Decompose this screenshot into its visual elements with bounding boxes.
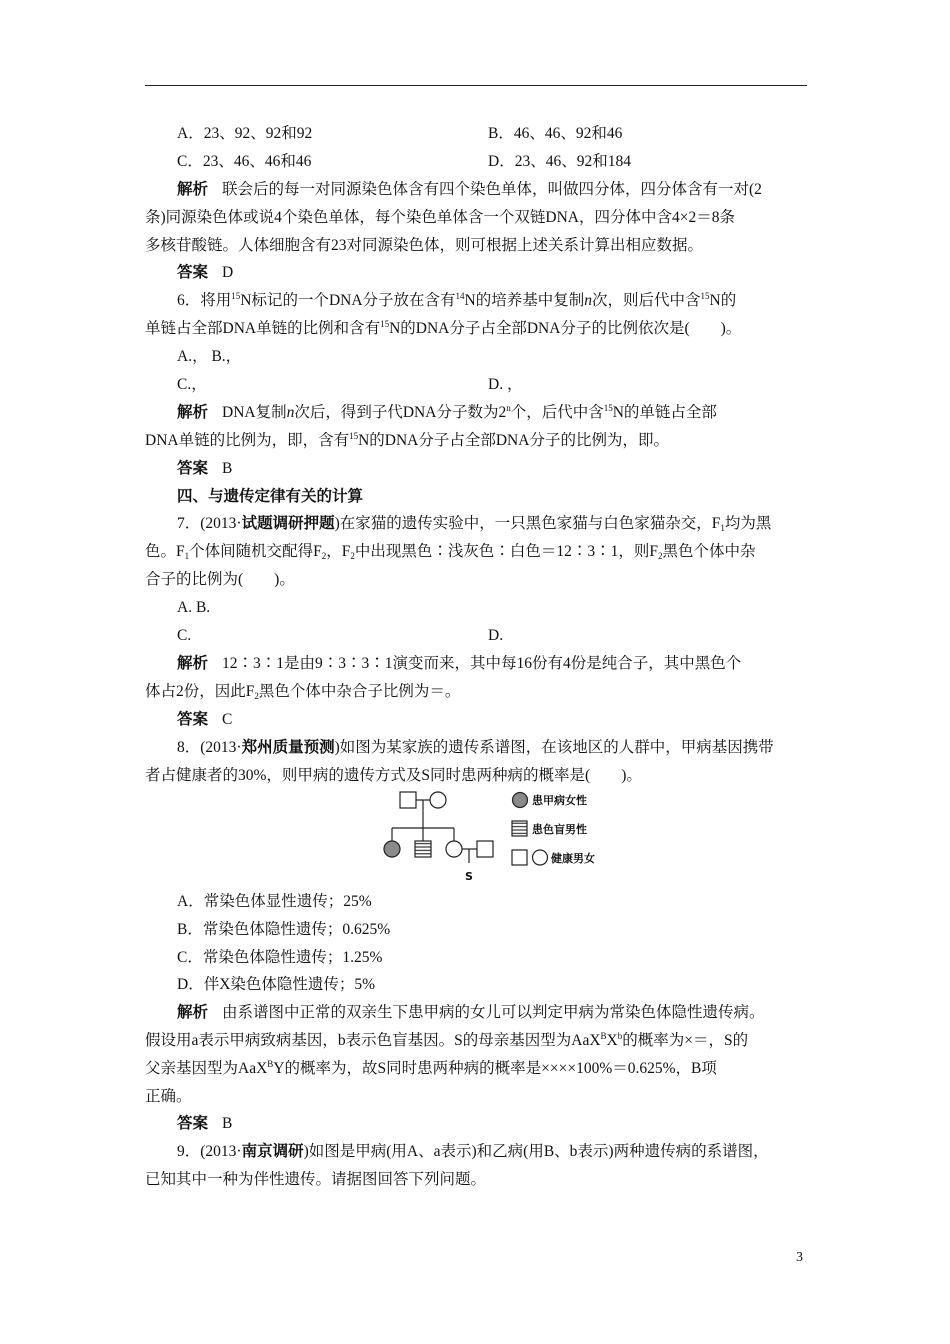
q8-analysis-line-4: 正确。 <box>145 1088 192 1105</box>
legend-healthy-male-icon <box>512 850 527 865</box>
q6-stem-line-1: 6．将用$^{15}$N标记的一个DNA分子放在含有$^{14}$N的培养基中复制n次，则后代中含$^{15}$N的 <box>177 291 737 309</box>
legend-healthy-label: 健康男女 <box>551 852 595 865</box>
header-rule <box>145 85 807 86</box>
q8-option-d: D．伴X染色体隐性遗传；5% <box>177 976 376 993</box>
generation-1 <box>392 792 454 841</box>
q6-stem-line-2: 单链占全部DNA单链的比例和含有$^{15}$N的DNA分子占全部DNA分子的比例依次是( )。 <box>145 319 742 337</box>
q9-stem-line-1: 9．(2013·南京调研)如图是甲病(用A、a表示)和乙病(用B、b表示)两种遗传病的系谱图， <box>177 1143 769 1160</box>
q8-analysis-line-1: 解析 由系谱图中正常的双亲生下患甲病的女儿可以判定甲病为常染色体隐性遗传病。 <box>177 1004 765 1021</box>
gen2-colorblind-male-square <box>415 841 431 857</box>
q5-option-b: B．46、46、92和46 <box>488 125 623 142</box>
gen2-affected-female-circle <box>384 841 400 857</box>
legend-healthy-female-icon <box>533 850 548 865</box>
q6-option-d: D. ， <box>488 376 523 393</box>
q7-analysis-line-1: 解析 12∶3∶1是由9∶3∶3∶1演变而来，其中每16份有4份是纯合子，其中黑色个 <box>177 655 742 672</box>
q6-answer: 答案 B <box>177 460 233 477</box>
q8-option-c: C．常染色体隐性遗传；1.25% <box>177 949 383 966</box>
q5-analysis-line-3: 多核苷酸链。人体细胞含有23对同源染色体，则可根据上述关系计算出相应数据。 <box>145 237 704 254</box>
q7-stem-line-1: 7．(2013·试题调研押题)在家猫的遗传实验中，一只黑色家猫与白色家猫杂交，$F_1$均为黑 <box>177 515 772 533</box>
pedigree-legend <box>512 793 595 866</box>
q6-analysis-line-1: 解析 DNA复制n次后，得到子代DNA分子数为2$^n$个，后代中含$^{15}$N的单链占全部 <box>177 403 717 421</box>
q5-option-a: A．23、92、92和92 <box>177 125 313 142</box>
q9-stem-line-2: 已知其中一种为伴性遗传。请据图回答下列问题。 <box>145 1171 487 1188</box>
analysis-label: 解析 <box>177 181 209 198</box>
q7-answer: 答案 C <box>177 711 233 728</box>
q6-option-c: C.， <box>177 376 207 393</box>
legend-colorblind-male-label: 患色盲男性 <box>532 823 587 836</box>
gen1-healthy-female-circle <box>430 792 446 808</box>
q8-option-a: A．常染色体显性遗传；25% <box>177 893 372 910</box>
legend-affected-female-icon <box>513 793 528 808</box>
q5-answer: 答案 D <box>177 264 234 281</box>
q8-stem-line-1: 8．(2013·郑州质量预测)如图为某家族的遗传系谱图，在该地区的人群中，甲病基因携带 <box>177 739 774 756</box>
q5-option-d: D．23、46、92和184 <box>488 153 631 170</box>
gen2-healthy-female-circle <box>446 841 462 857</box>
q5-analysis-line-1: 解析 联会后的每一对同源染色体含有四个染色单体，叫做四分体，四分体含有一对(2 <box>177 181 762 198</box>
q7-option-d: D. <box>488 627 504 644</box>
q6-analysis-line-2: DNA单链的比例为，即，含有$^{15}$N的DNA分子占全部DNA分子的比例为，即。 <box>145 431 669 449</box>
legend-colorblind-male-icon <box>512 821 527 836</box>
q5-option-c: C．23、46、46和46 <box>177 153 312 170</box>
gen1-healthy-male-square <box>400 792 416 808</box>
generation-2 <box>384 841 493 883</box>
q8-analysis-line-2: 假设用a表示甲病致病基因，b表示色盲基因。S的母亲基因型为$AaX^BX^b$的概率为×＝，S的 <box>145 1031 749 1049</box>
page-number: 3 <box>796 1250 803 1265</box>
q8-analysis-line-3: 父亲基因型为AaX$^B$Y的概率为，故S同时患两种病的概率是××××100%＝0.625%，B项 <box>145 1059 717 1077</box>
gen2-healthy-male-square <box>477 841 493 857</box>
q7-stem-line-3: 合子的比例为( )。 <box>145 571 295 588</box>
q5-analysis-line-2: 条)同源染色体或说4个染色单体，每个染色单体含一个双链DNA，四分体中含4×2＝8条 <box>145 209 735 226</box>
q8-stem-line-2: 者占健康者的30%，则甲病的遗传方式及S同时患两种病的概率是( )。 <box>145 767 642 784</box>
q6-option-ab: A.， B.， <box>177 348 242 365</box>
section-4-title: 四、与遗传定律有关的计算 <box>177 488 364 505</box>
q7-option-c: C. <box>177 627 192 644</box>
q8-option-b: B．常染色体隐性遗传；0.625% <box>177 921 391 938</box>
q7-option-ab: A. B. <box>177 599 211 616</box>
q7-analysis-line-2: 体占2份，因此$F_2$黑色个体中杂合子比例为＝。 <box>145 683 461 701</box>
s-label: S <box>465 870 473 883</box>
pedigree-figure <box>380 788 620 886</box>
q8-answer: 答案 B <box>177 1115 233 1132</box>
legend-affected-female-label: 患甲病女性 <box>532 794 587 807</box>
q7-stem-line-2: 色。$F_1$个体间随机交配得$F_2$，$F_2$中出现黑色∶浅灰色∶白色＝12∶3∶1，则$F_2$黑色个体中杂 <box>145 543 756 561</box>
